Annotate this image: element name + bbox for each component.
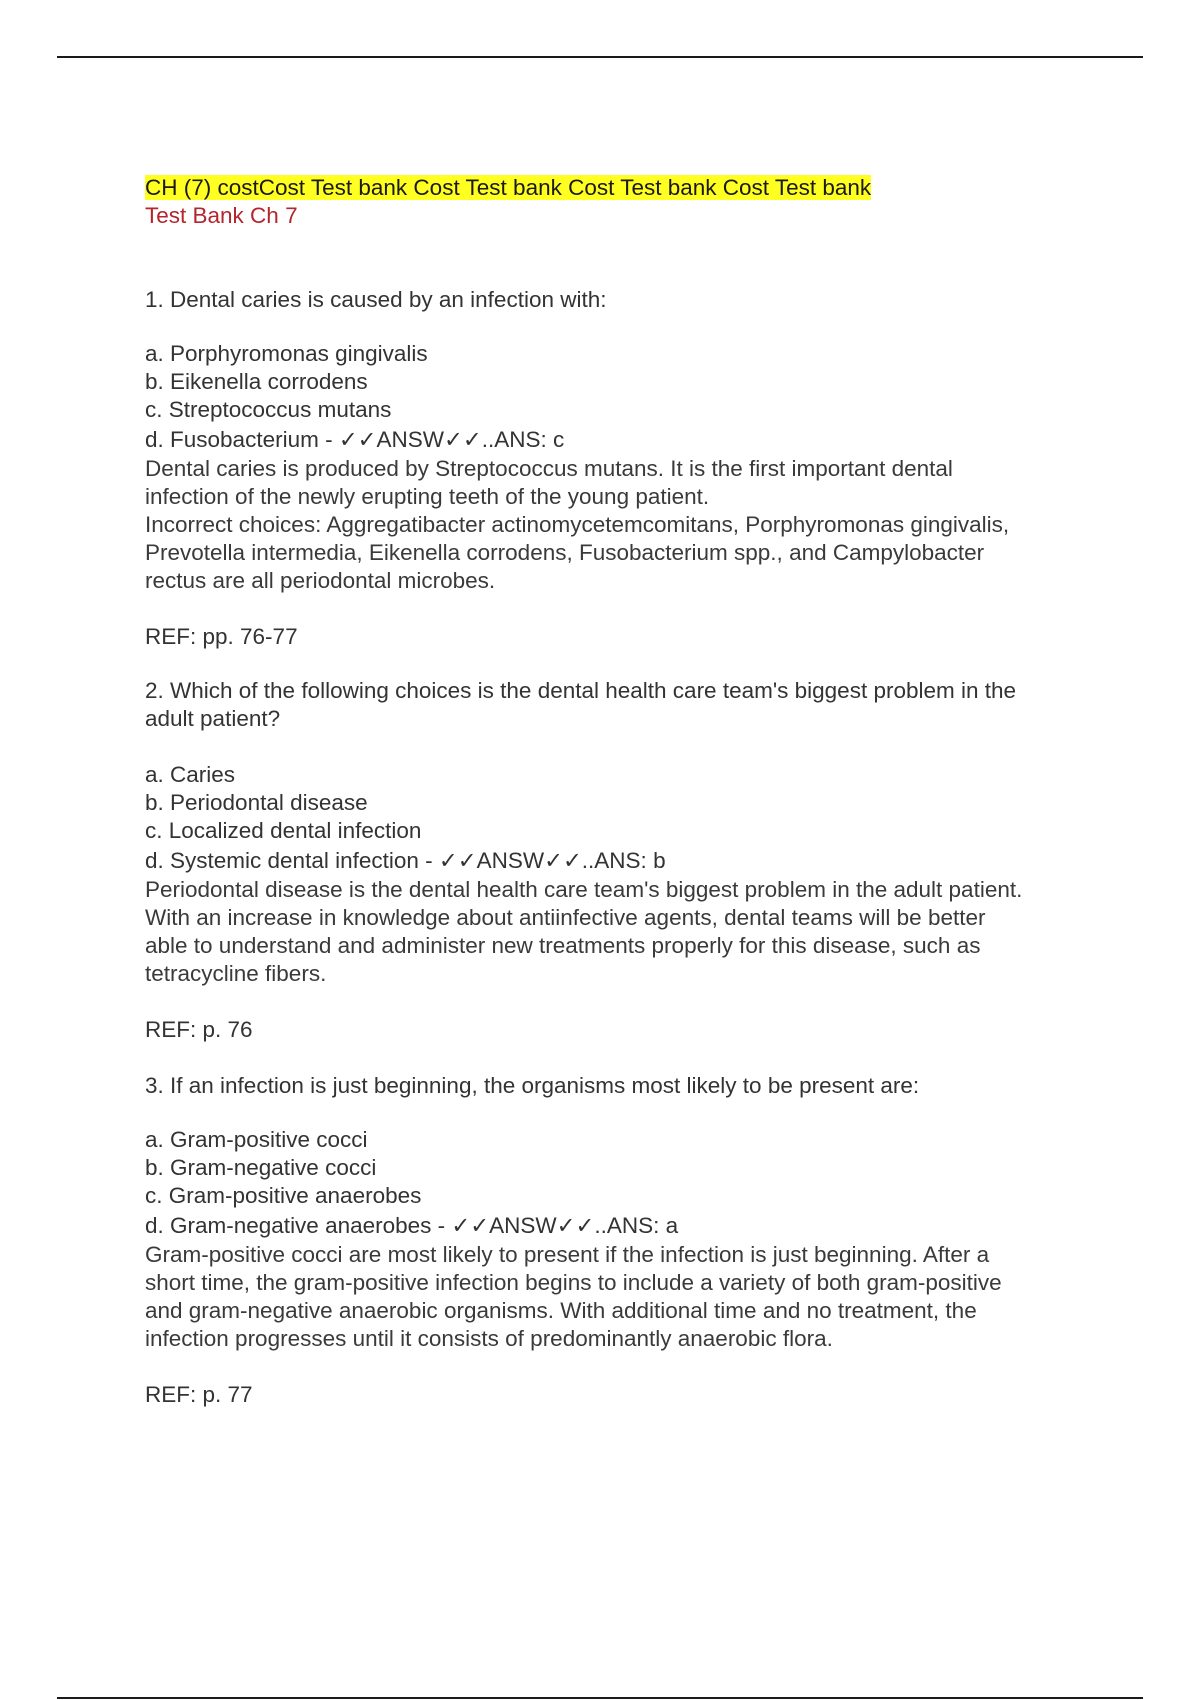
top-divider — [57, 56, 1143, 58]
option-b: b. Eikenella corrodens — [145, 369, 368, 394]
rationale-line: With an increase in knowledge about antiinfective agents, dental teams will be better — [145, 905, 986, 930]
rationale-line: infection of the newly erupting teeth of the young patient. — [145, 484, 710, 509]
option-b: b. Periodontal disease — [145, 790, 368, 815]
reference: REF: pp. 76-77 — [145, 624, 298, 649]
option-c: c. Streptococcus mutans — [145, 397, 392, 422]
rationale-line: able to understand and administer new treatments properly for this disease, such as — [145, 933, 981, 958]
question-1 — [145, 286, 1095, 651]
rationale — [145, 1241, 1095, 1353]
bottom-divider — [57, 1697, 1143, 1699]
option-b: b. Gram-negative cocci — [145, 1155, 377, 1180]
answer-options — [145, 761, 1095, 876]
option-d-answer: d. Fusobacterium - ✓✓ANSW✓✓..ANS: c — [145, 427, 565, 452]
rationale-line: Dental caries is produced by Streptococcus mutans. It is the first important dental — [145, 456, 953, 481]
rationale-line: Gram-positive cocci are most likely to present if the infection is just beginning. After a — [145, 1242, 990, 1267]
rationale — [145, 455, 1095, 595]
rationale-line: rectus are all periodontal microbes. — [145, 568, 496, 593]
answer-options — [145, 340, 1095, 455]
reference: REF: p. 76 — [145, 1017, 253, 1042]
question-text-line: 2. Which of the following choices is the dental health care team's biggest problem in the — [145, 678, 1017, 703]
option-d-answer: d. Gram-negative anaerobes - ✓✓ANSW✓✓..ANS: a — [145, 1213, 679, 1238]
option-a: a. Gram-positive cocci — [145, 1127, 368, 1152]
option-a: a. Caries — [145, 762, 236, 787]
answer-options — [145, 1126, 1095, 1241]
document-subtitle: Test Bank Ch 7 — [145, 203, 298, 228]
rationale-line: short time, the gram-positive infection begins to include a variety of both gram-positive — [145, 1270, 1002, 1295]
reference: REF: p. 77 — [145, 1382, 253, 1407]
option-c: c. Gram-positive anaerobes — [145, 1183, 422, 1208]
rationale-line: infection progresses until it consists of predominantly anaerobic flora. — [145, 1326, 833, 1351]
document-title: CH (7) costCost Test bank Cost Test bank Cost Test bank Cost Test bank — [145, 175, 872, 200]
option-a: a. Porphyromonas gingivalis — [145, 341, 428, 366]
rationale — [145, 876, 1095, 988]
question-text-line: adult patient? — [145, 706, 281, 731]
document-body — [145, 174, 1095, 1409]
rationale-line: and gram-negative anaerobic organisms. With additional time and no treatment, the — [145, 1298, 977, 1323]
question-2 — [145, 677, 1095, 1044]
question-3 — [145, 1072, 1095, 1409]
rationale-line: Incorrect choices: Aggregatibacter actinomycetemcomitans, Porphyromonas gingivalis, — [145, 512, 1010, 537]
option-c: c. Localized dental infection — [145, 818, 422, 843]
rationale-line: tetracycline fibers. — [145, 961, 327, 986]
question-text: 3. If an infection is just beginning, the organisms most likely to be present are: — [145, 1073, 920, 1098]
option-d-answer: d. Systemic dental infection - ✓✓ANSW✓✓..ANS: b — [145, 848, 666, 873]
rationale-line: Prevotella intermedia, Eikenella corrodens, Fusobacterium spp., and Campylobacter — [145, 540, 985, 565]
question-text: 1. Dental caries is caused by an infection with: — [145, 287, 607, 312]
rationale-line: Periodontal disease is the dental health care team's biggest problem in the adult patient. — [145, 877, 1023, 902]
